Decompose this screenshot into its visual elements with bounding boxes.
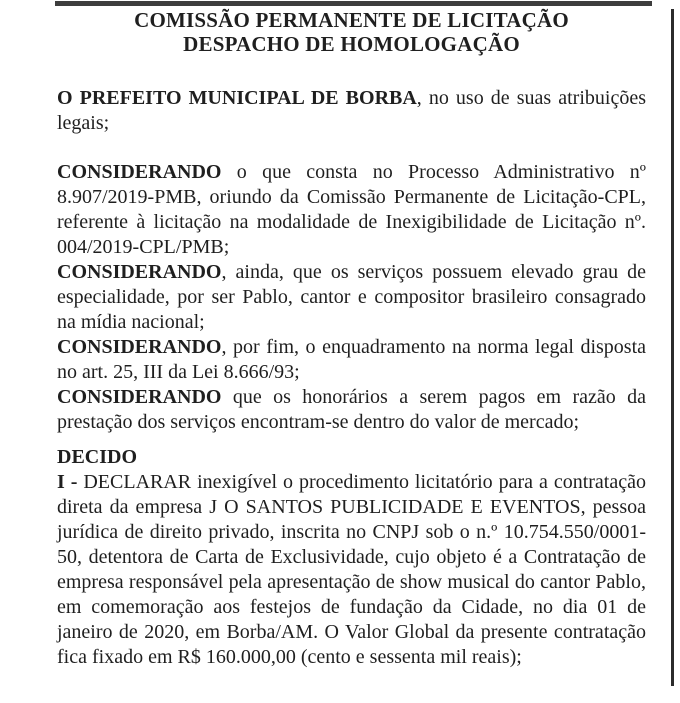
page-right-edge-line <box>671 9 674 686</box>
considerando-1-text: o que consta no Processo Administrativo nº 8.907/2019-PMB, oriundo da Comissão Permanente de Licitação-CPL, referente à licitação na modalidade de Inexigibilidade de Licitação nº. 004/2019-CPL/PMB; <box>57 161 646 258</box>
paragraph-considerando-3 <box>57 335 646 385</box>
paragraph-considerando-2 <box>57 260 646 335</box>
document-content <box>57 8 646 670</box>
document-title-line2: DESPACHO DE HOMOLOGAÇÃO <box>183 32 520 56</box>
paragraph-considerando-1 <box>57 160 646 260</box>
considerando-4-bold-lead: CONSIDERANDO <box>57 386 222 408</box>
document-title-line1: COMISSÃO PERMANENTE DE LICITAÇÃO <box>134 8 569 32</box>
preamble-bold-lead: O PREFEITO MUNICIPAL DE BORBA <box>57 87 417 109</box>
decision-1-bold-lead: I - <box>57 471 84 493</box>
decision-1-text: DECLARAR inexigível o procedimento licitatório para a contratação direta da empresa J O SANTOS PUBLICIDADE E EVENTOS, pessoa jurídica de direito privado, inscrita no CNPJ sob o n.º 10.754.550/0001-50, detentora de Carta de Exclusividade, cujo objeto é a Contratação de empresa responsável pela apresentação de show musical do cantor Pablo, em comemoração aos festejos de fundação da Cidade, no dia 01 de janeiro de 2020, em Borba/AM. O Valor Global da presente contratação fica fixado em R$ 160.000,00 (cento e sessenta mil reais); <box>57 471 646 668</box>
paragraph-decision-1 <box>57 470 646 670</box>
top-horizontal-rule <box>55 1 652 6</box>
considerando-2-text: , ainda, que os serviços possuem elevado grau de especialidade, por ser Pablo, cantor e compositor brasileiro consagrado na mídia nacional; <box>57 261 646 333</box>
decido-heading: DECIDO <box>57 446 138 468</box>
considerando-3-text: , por fim, o enquadramento na norma legal disposta no art. 25, III da Lei 8.666/93; <box>57 336 646 383</box>
considerando-4-text: que os honorários a serem pagos em razão da prestação dos serviços encontram-se dentro do valor de mercado; <box>57 386 646 433</box>
considerando-2-bold-lead: CONSIDERANDO <box>57 261 222 283</box>
preamble-text: , no uso de suas atribuições legais; <box>57 87 646 134</box>
paragraph-considerando-4 <box>57 385 646 435</box>
considerando-1-bold-lead: CONSIDERANDO <box>57 161 222 183</box>
document-title <box>57 8 646 56</box>
considerando-3-bold-lead: CONSIDERANDO <box>57 336 222 358</box>
paragraph-preamble <box>57 86 646 136</box>
